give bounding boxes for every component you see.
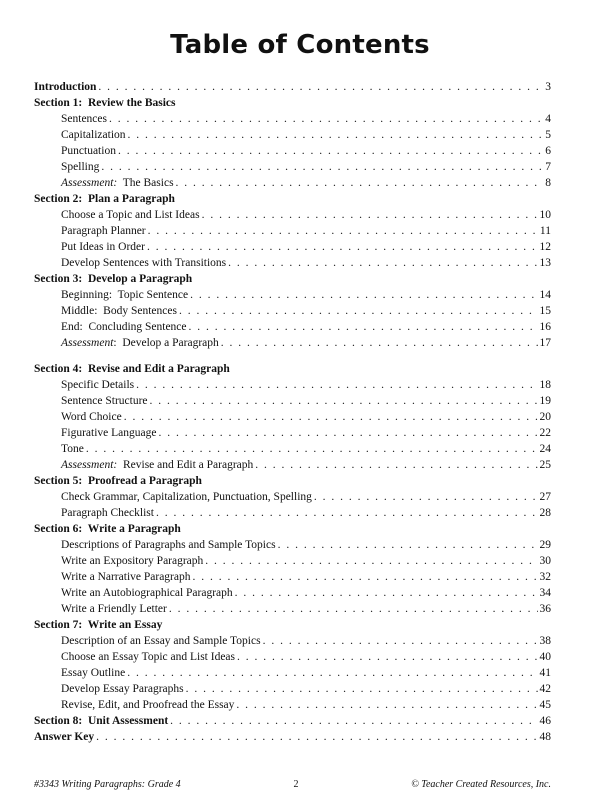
footer-page-number: 2	[293, 779, 299, 790]
toc-entry-label: Figurative Language	[61, 427, 157, 439]
toc-entry-title	[61, 601, 167, 617]
toc-page-number: 42	[539, 683, 551, 695]
toc-entry	[34, 537, 551, 553]
dot-leader	[205, 553, 537, 569]
toc-entry-title	[61, 143, 116, 159]
toc-entry-title	[61, 409, 122, 425]
page-title: Table of Contents	[170, 30, 430, 60]
toc-entry-label: Section 3: Develop a Paragraph	[34, 273, 193, 285]
toc-entry-label: Write a Friendly Letter	[61, 603, 167, 615]
toc-entry-title	[61, 425, 156, 441]
toc-entry-title	[61, 111, 107, 127]
dot-leader	[96, 729, 537, 745]
dot-leader	[169, 601, 538, 617]
dot-leader	[156, 505, 538, 521]
toc-entry-title	[34, 95, 176, 111]
toc-page-number: 46	[539, 715, 551, 727]
toc-page-number: 28	[539, 507, 551, 519]
toc-entry-title	[61, 489, 312, 505]
toc-entry-title	[61, 569, 190, 585]
toc-entry	[34, 713, 551, 729]
dot-leader	[202, 207, 538, 223]
dot-leader	[186, 681, 538, 697]
toc-entry-title	[61, 223, 146, 239]
dot-leader	[86, 441, 538, 457]
toc-page-number: 27	[539, 491, 551, 503]
toc-entry-label: Paragraph Checklist	[61, 507, 154, 519]
toc-entry-italic-prefix: Assessment:	[61, 459, 118, 471]
toc-entry-label: End: Concluding Sentence	[61, 321, 187, 333]
toc-entry-title	[34, 191, 175, 207]
toc-entry-label: Punctuation	[61, 145, 116, 157]
toc-page-number: 19	[539, 395, 551, 407]
toc-page-number: 32	[539, 571, 551, 583]
toc-entry-label: Sentences	[61, 113, 107, 125]
toc-page-number: 5	[545, 129, 551, 141]
toc-section-heading	[34, 191, 551, 207]
toc-entry-label: Section 2: Plan a Paragraph	[34, 193, 175, 205]
toc-entry-label: Develop Essay Paragraphs	[61, 683, 184, 695]
toc-entry-label: Section 1: Review the Basics	[34, 97, 176, 109]
toc-page-number: 24	[539, 443, 551, 455]
toc-entry	[34, 697, 551, 713]
toc-entry-title	[34, 79, 96, 95]
dot-leader	[228, 255, 537, 271]
dot-leader	[314, 489, 538, 505]
toc-page-number: 36	[539, 603, 551, 615]
toc-section-heading	[34, 361, 551, 377]
toc-entry-label: Description of an Essay and Sample Topics	[61, 635, 261, 647]
toc-entry	[34, 441, 551, 457]
toc-entry-label: Check Grammar, Capitalization, Punctuation, Spelling	[61, 491, 312, 503]
dot-leader	[150, 393, 538, 409]
toc-section-heading	[34, 617, 551, 633]
toc-entry-title	[61, 255, 226, 271]
toc-entry-label: Section 4: Revise and Edit a Paragraph	[34, 363, 230, 375]
toc-entry-label: The Basics	[117, 177, 174, 189]
toc-entry-title	[61, 649, 235, 665]
toc-page-number: 13	[539, 257, 551, 269]
toc-entry-label: Write an Expository Paragraph	[61, 555, 204, 567]
toc-entry-title	[61, 159, 99, 175]
dot-leader	[221, 335, 538, 351]
toc-entry-label: Specific Details	[61, 379, 135, 391]
toc-page-number: 22	[539, 427, 551, 439]
toc-entry-label: Section 8: Unit Assessment	[34, 715, 169, 727]
toc-entry	[34, 239, 551, 255]
toc-entry-title	[34, 617, 162, 633]
dot-leader	[192, 569, 537, 585]
toc-page-number: 34	[539, 587, 551, 599]
toc-entry	[34, 127, 551, 143]
toc-entry	[34, 681, 551, 697]
toc-entry	[34, 505, 551, 521]
dot-leader	[109, 111, 543, 127]
toc-page-number: 18	[539, 379, 551, 391]
toc-entry	[34, 393, 551, 409]
toc-entry-label: Put Ideas in Order	[61, 241, 145, 253]
toc-page-number: 12	[539, 241, 551, 253]
toc-entry	[34, 207, 551, 223]
toc-entry-italic-prefix: Assessment	[61, 337, 114, 349]
toc-entry	[34, 377, 551, 393]
toc-entry-title	[61, 537, 276, 553]
toc-entry-label: Revise, Edit, and Proofread the Essay	[61, 699, 235, 711]
toc-entry-title	[34, 361, 230, 377]
toc-entry-label: Beginning: Topic Sentence	[61, 289, 189, 301]
toc-entry	[34, 649, 551, 665]
toc-entry-label: Paragraph Planner	[61, 225, 146, 237]
toc-page-number: 20	[539, 411, 551, 423]
dot-leader	[118, 143, 543, 159]
toc-entry-title	[34, 473, 202, 489]
toc-entry-title	[61, 239, 145, 255]
toc-entry	[34, 287, 551, 303]
toc-page-number: 38	[539, 635, 551, 647]
toc-page-number: 8	[545, 177, 551, 189]
dot-leader	[235, 585, 538, 601]
toc-section-heading	[34, 95, 551, 111]
toc-section-heading	[34, 473, 551, 489]
footer-book-title: #3343 Writing Paragraphs: Grade 4	[34, 779, 181, 790]
toc-page-number: 40	[539, 651, 551, 663]
dot-leader	[190, 287, 537, 303]
toc-entry	[34, 409, 551, 425]
toc-entry-italic-prefix: Assessment:	[61, 177, 118, 189]
toc-page-number: 4	[545, 113, 551, 125]
toc-entry-title	[61, 553, 203, 569]
toc-page-number: 7	[545, 161, 551, 173]
dot-leader	[98, 79, 543, 95]
toc-entry-label: Tone	[61, 443, 84, 455]
toc-entry	[34, 457, 551, 473]
toc-entry	[34, 79, 551, 95]
toc-entry	[34, 729, 551, 745]
dot-leader	[237, 649, 537, 665]
toc-entry	[34, 111, 551, 127]
toc-entry-title	[61, 127, 126, 143]
dot-leader	[127, 665, 537, 681]
toc-page-number: 30	[539, 555, 551, 567]
toc-page-number: 45	[539, 699, 551, 711]
toc-entry	[34, 303, 551, 319]
toc-page-number: 15	[539, 305, 551, 317]
toc-entry-title	[61, 287, 188, 303]
toc-entry-label: Choose an Essay Topic and List Ideas	[61, 651, 236, 663]
toc-entry-title	[61, 335, 219, 351]
toc-entry-title	[34, 713, 168, 729]
toc-entry-title	[61, 697, 234, 713]
dot-leader	[101, 159, 543, 175]
toc-entry-label: Word Choice	[61, 411, 122, 423]
dot-leader	[128, 127, 544, 143]
toc-entry-title	[61, 393, 148, 409]
toc-entry-title	[61, 457, 253, 473]
dot-leader	[170, 713, 537, 729]
toc-entry	[34, 255, 551, 271]
dot-leader	[148, 223, 538, 239]
toc-entry	[34, 553, 551, 569]
toc-entry-label: Essay Outline	[61, 667, 126, 679]
toc-entry-label: Write an Autobiographical Paragraph	[61, 587, 233, 599]
toc-entry-label: Develop Sentences with Transitions	[61, 257, 227, 269]
toc-page-number: 11	[539, 225, 551, 237]
toc-entry	[34, 601, 551, 617]
toc-entry-label: Spelling	[61, 161, 100, 173]
table-of-contents	[34, 79, 551, 745]
page-footer	[34, 779, 551, 790]
toc-entry	[34, 335, 551, 351]
toc-entry	[34, 175, 551, 191]
toc-page-number: 17	[539, 337, 551, 349]
toc-page-number: 14	[539, 289, 551, 301]
dot-leader	[278, 537, 538, 553]
dot-leader	[176, 175, 544, 191]
toc-page-number: 6	[545, 145, 551, 157]
toc-entry-title	[34, 729, 94, 745]
toc-entry	[34, 569, 551, 585]
dot-leader	[124, 409, 538, 425]
toc-entry-label: Sentence Structure	[61, 395, 148, 407]
toc-page-number: 41	[539, 667, 551, 679]
toc-entry-label: Descriptions of Paragraphs and Sample Topics	[61, 539, 276, 551]
toc-entry-title	[61, 319, 187, 335]
toc-entry	[34, 159, 551, 175]
dot-leader	[236, 697, 537, 713]
toc-entry-label: Choose a Topic and List Ideas	[61, 209, 200, 221]
toc-page-number: 3	[545, 81, 551, 93]
toc-entry	[34, 489, 551, 505]
toc-section-heading	[34, 521, 551, 537]
toc-entry-title	[61, 303, 177, 319]
toc-entry-title	[61, 175, 174, 191]
toc-entry-label: Write a Narrative Paragraph	[61, 571, 191, 583]
toc-entry	[34, 425, 551, 441]
toc-entry	[34, 223, 551, 239]
toc-entry-title	[61, 633, 261, 649]
toc-entry-label: : Develop a Paragraph	[113, 337, 219, 349]
toc-entry-title	[61, 585, 233, 601]
toc-entry-title	[61, 681, 184, 697]
toc-entry-label: Section 5: Proofread a Paragraph	[34, 475, 202, 487]
toc-entry	[34, 665, 551, 681]
toc-entry	[34, 319, 551, 335]
toc-entry-title	[61, 207, 200, 223]
toc-entry-label: Revise and Edit a Paragraph	[117, 459, 254, 471]
toc-page-number: 29	[539, 539, 551, 551]
dot-leader	[263, 633, 538, 649]
dot-leader	[179, 303, 538, 319]
toc-page-number: 10	[539, 209, 551, 221]
toc-entry-title	[34, 521, 181, 537]
dot-leader	[255, 457, 537, 473]
toc-entry-title	[61, 665, 125, 681]
toc-entry	[34, 585, 551, 601]
dot-leader	[189, 319, 538, 335]
toc-entry-label: Section 7: Write an Essay	[34, 619, 163, 631]
toc-entry	[34, 143, 551, 159]
dot-leader	[136, 377, 537, 393]
toc-page-number: 25	[539, 459, 551, 471]
toc-entry-title	[61, 377, 134, 393]
dot-leader	[147, 239, 538, 255]
toc-entry-title	[61, 441, 84, 457]
toc-entry-label: Middle: Body Sentences	[61, 305, 177, 317]
toc-page-number: 48	[539, 731, 551, 743]
toc-entry-label: Introduction	[34, 81, 97, 93]
toc-page-number: 16	[539, 321, 551, 333]
toc-entry	[34, 633, 551, 649]
footer-copyright: © Teacher Created Resources, Inc.	[411, 779, 551, 790]
toc-entry-title	[61, 505, 154, 521]
dot-leader	[158, 425, 537, 441]
toc-section-heading	[34, 271, 551, 287]
toc-entry-label: Capitalization	[61, 129, 126, 141]
toc-entry-label: Section 6: Write a Paragraph	[34, 523, 181, 535]
toc-entry-title	[34, 271, 192, 287]
toc-entry-label: Answer Key	[34, 731, 95, 743]
